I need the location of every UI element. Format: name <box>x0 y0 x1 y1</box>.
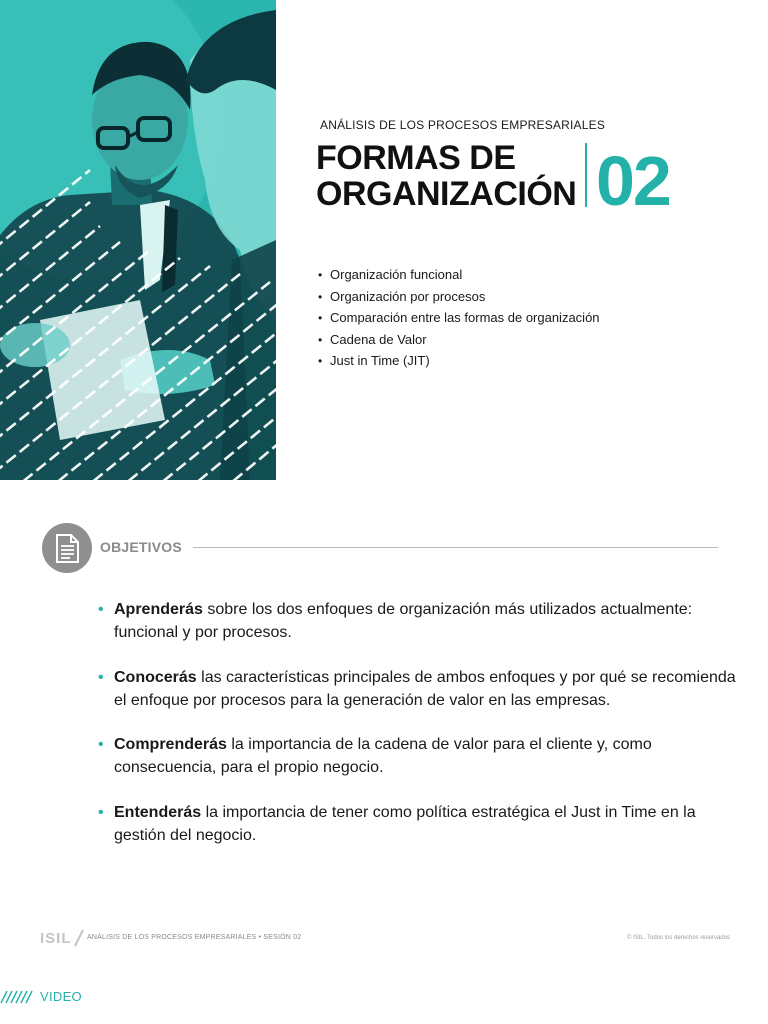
page-title-line-2: ORGANIZACIÓN <box>316 175 577 213</box>
topic-label: Organización funcional <box>330 267 463 282</box>
page-title <box>316 140 578 212</box>
title-divider <box>585 143 587 207</box>
objective-text: las características principales de ambos enfoques y por qué se recomienda el enfoque por procesos para la generación de valor en las empresas. <box>114 668 736 709</box>
objective-item <box>98 801 738 848</box>
topic-item <box>318 308 600 330</box>
topic-item <box>318 351 600 373</box>
hero-illustration <box>0 0 276 480</box>
video-label[interactable]: VIDEO <box>40 989 82 1004</box>
objective-text: la importancia de tener como política estratégica el Just in Time en la gestión del negocio. <box>114 803 696 845</box>
bullet-icon: • <box>318 289 323 304</box>
objective-lead: Entenderás <box>114 803 202 821</box>
topics-list <box>318 265 600 373</box>
page-title-line-1: FORMAS DE <box>316 139 516 177</box>
bullet-icon: • <box>98 668 104 686</box>
footer-copyright: © ISIL. Todos los derechos reservados <box>627 935 731 941</box>
objectives-divider <box>193 547 718 548</box>
bullet-icon: • <box>98 601 104 618</box>
topic-label: Cadena de Valor <box>330 331 427 347</box>
bullet-icon: • <box>98 736 104 754</box>
objective-lead: Aprenderás <box>114 601 203 618</box>
objective-item <box>98 666 738 713</box>
objectives-badge <box>42 523 92 573</box>
topic-label: Just in Time (JIT) <box>330 353 430 369</box>
course-kicker: ANÁLISIS DE LOS PROCESOS EMPRESARIALES <box>320 118 606 132</box>
session-number: 02 <box>596 142 670 220</box>
bullet-icon: • <box>98 803 104 821</box>
footer-course-label: ANÁLISIS DE LOS PROCESOS EMPRESARIALES • SESIÓN 02 <box>87 934 302 941</box>
logo-slash-icon <box>73 928 85 948</box>
video-link[interactable] <box>0 989 82 1004</box>
bullet-icon: • <box>318 311 323 326</box>
isil-logo <box>40 928 85 948</box>
topic-item <box>318 330 600 352</box>
document-icon <box>42 523 92 573</box>
hatch-icon <box>0 990 36 1004</box>
objective-lead: Conocerás <box>114 668 197 686</box>
objectives-list <box>98 598 738 847</box>
objectives-heading: OBJETIVOS <box>100 539 182 555</box>
isil-logo-text: ISIL <box>40 929 72 947</box>
objective-text: sobre los dos enfoques de organización más utilizados actualmente: funcional y por procesos. <box>114 601 693 642</box>
bullet-icon: • <box>318 354 323 369</box>
topic-item <box>318 287 600 309</box>
hero-photo <box>0 0 276 480</box>
topic-item <box>318 265 600 287</box>
bullet-icon: • <box>318 268 323 282</box>
bullet-icon: • <box>318 332 323 347</box>
topic-label: Comparación entre las formas de organización <box>330 310 600 326</box>
objective-text: la importancia de la cadena de valor para el cliente y, como consecuencia, para el propio negocio. <box>114 736 652 777</box>
objective-lead: Comprenderás <box>114 736 227 754</box>
objective-item <box>98 598 738 645</box>
topic-label: Organización por procesos <box>330 288 486 304</box>
objective-item <box>98 733 738 780</box>
